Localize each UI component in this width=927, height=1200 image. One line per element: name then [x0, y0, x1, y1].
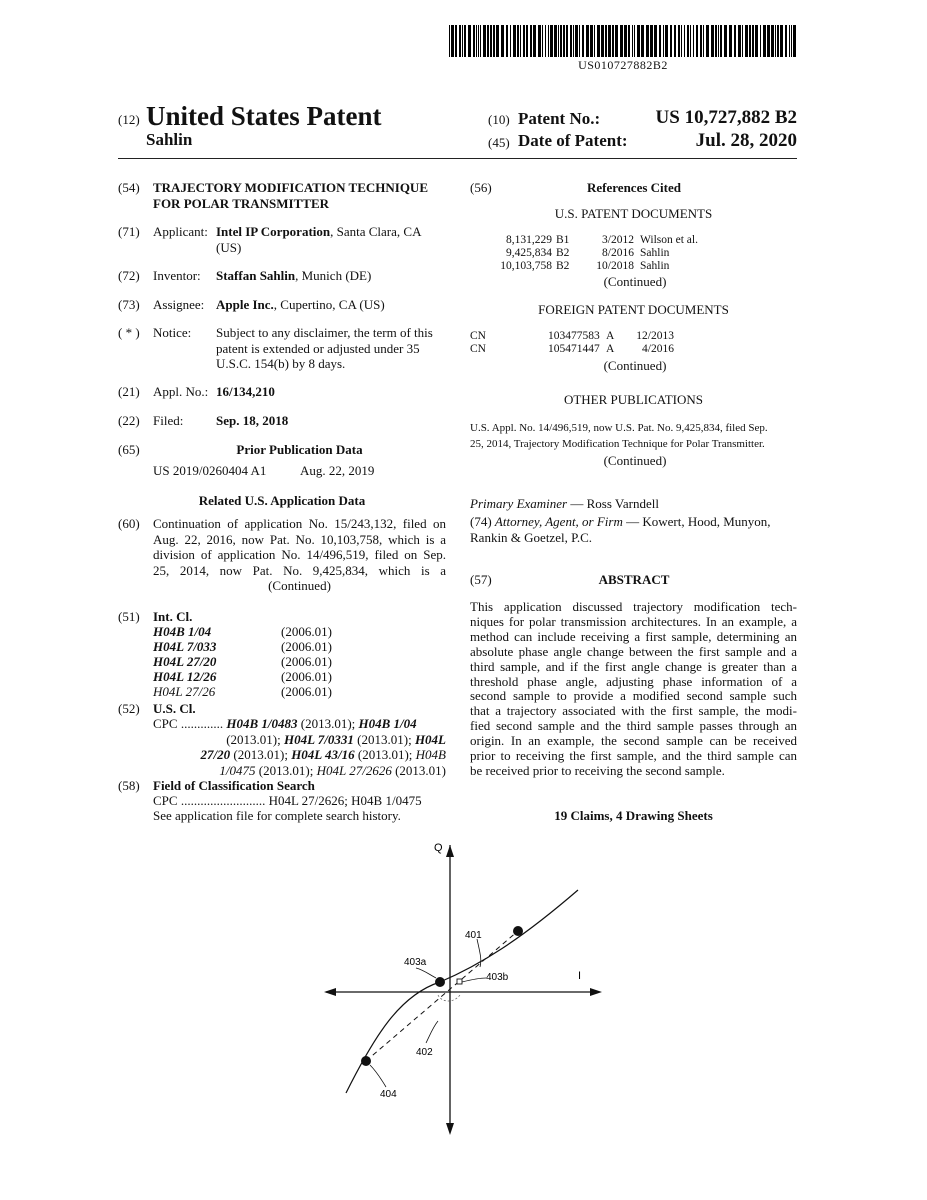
continuation-line: 25, 2014, now Pat. No. 9,425,834, which is a: [153, 562, 446, 578]
patent-number-value: US 10,727,882 B2: [655, 107, 797, 128]
barcode-bar: [579, 25, 580, 57]
applicant-value: [216, 224, 446, 255]
inventor-label: Inventor:: [153, 268, 201, 283]
barcode-bar: [490, 25, 492, 57]
foreign-doc-date: 12/2013: [636, 330, 674, 342]
us-doc-name: Wilson et al.: [640, 234, 698, 246]
cpc-date: (2013.01);: [300, 716, 356, 731]
barcode-bar: [620, 25, 623, 57]
abstract-line: origin. In an example, the second sample can be received: [470, 733, 797, 749]
continuation-text: [153, 516, 446, 594]
code-12: (12): [118, 112, 140, 127]
barcode-bar: [780, 25, 783, 57]
barcode-bar: [608, 25, 611, 57]
sample-point-first: [513, 926, 523, 936]
applicant-location: , Santa Clara, CA: [330, 224, 422, 239]
barcode-bar: [545, 25, 546, 57]
barcode-bar: [752, 25, 754, 57]
title-code: (54): [118, 180, 140, 195]
foreign-docs-heading: FOREIGN PATENT DOCUMENTS: [538, 302, 729, 317]
barcode-bar: [510, 25, 511, 57]
int-cl-code-value: H04B 1/04: [153, 624, 212, 639]
q-axis-label: Q: [434, 842, 443, 854]
barcode-bar: [575, 25, 578, 57]
attorney-code: (74): [470, 514, 492, 529]
barcode-bar: [487, 25, 489, 57]
barcode-bar: [558, 25, 559, 57]
barcode-bar: [573, 25, 574, 57]
invention-title-line: FOR POLAR TRANSMITTER: [153, 195, 330, 211]
barcode-bar: [681, 25, 682, 57]
int-cl-date: (2006.01): [281, 684, 332, 699]
sample-point-403b: [457, 979, 462, 984]
barcode-bar: [550, 25, 553, 57]
i-axis-arrow-right: [590, 988, 602, 996]
int-cl-code-value: H04L 7/033: [153, 639, 217, 654]
barcode-bar: [590, 25, 593, 57]
us-doc-number: 9,425,834: [506, 247, 552, 259]
int-cl-heading: Int. Cl.: [153, 609, 193, 624]
label-401: 401: [465, 930, 482, 941]
trajectory-402: [366, 931, 518, 1061]
barcode-bar: [706, 25, 709, 57]
barcode-bar: [670, 25, 672, 57]
cpc-code: H04L 27/2626: [316, 762, 392, 778]
appl-label: Appl. No.:: [153, 384, 209, 399]
appl-code: (21): [118, 384, 140, 399]
prior-pub-heading: Prior Publication Data: [236, 442, 363, 457]
abstract-line: be received prior to receiving the second sample.: [470, 762, 725, 778]
field-search-heading: Field of Classification Search: [153, 778, 315, 793]
cpc-dots: .............: [180, 716, 224, 731]
barcode-bar: [523, 25, 525, 57]
sample-point-403a: [435, 977, 445, 987]
barcode-bar: [729, 25, 732, 57]
notice-line: patent is extended or adjusted under 35: [216, 340, 420, 356]
attorney-label: Attorney, Agent, or Firm: [494, 514, 623, 529]
prior-pub-code: (65): [118, 442, 140, 457]
other-pubs-line: U.S. Appl. No. 14/496,519, now U.S. Pat. No. 9,425,834, filed Sep.: [470, 422, 768, 434]
int-cl-row: [153, 669, 332, 684]
barcode-bar: [480, 25, 481, 57]
notice-text: [216, 325, 446, 372]
barcode-bar: [687, 25, 689, 57]
barcode-bar: [586, 25, 589, 57]
barcode-bar: [674, 25, 676, 57]
barcode-bar: [791, 25, 792, 57]
barcode-bar: [624, 25, 627, 57]
continuation-line: Aug. 22, 2016, now Pat. No. 10,103,758, which is a: [153, 531, 446, 547]
barcode-bar: [560, 25, 562, 57]
cpc-date: (2013.01);: [226, 731, 281, 747]
barcode-bar: [775, 25, 776, 57]
int-cl-code-value: H04L 12/26: [153, 669, 217, 684]
notice-line: Subject to any disclaimer, the term of this: [216, 325, 433, 340]
related-data-heading: Related U.S. Application Data: [198, 493, 366, 508]
barcode-bar: [478, 25, 479, 57]
us-doc-kind: B2: [556, 247, 570, 259]
attorney: [470, 514, 797, 545]
barcode-bar: [763, 25, 766, 57]
filed-date: Sep. 18, 2018: [216, 413, 289, 428]
barcode-bar: [637, 25, 640, 57]
label-402: 402: [416, 1047, 433, 1058]
assignee-name: Apple Inc.: [216, 297, 274, 312]
q-axis-arrow-bottom: [446, 1123, 454, 1135]
filed-code: (22): [118, 413, 140, 428]
invention-title-line: TRAJECTORY MODIFICATION TECHNIQUE: [153, 180, 428, 195]
cpc-code: 27/20: [200, 747, 231, 762]
barcode-bar: [455, 25, 457, 57]
barcode-number: US010727882B2: [578, 58, 668, 72]
barcode-bar: [690, 25, 691, 57]
field-search-cpc: [153, 793, 446, 809]
barcode-bar: [720, 25, 722, 57]
foreign-doc-row: [470, 343, 674, 356]
attorney-line2: Rankin & Goetzel, P.C.: [470, 529, 593, 545]
barcode-bar: [582, 25, 584, 57]
abstract-line: niques for polar transmission architectures. In an example, a: [470, 613, 797, 629]
barcode-bar: [566, 25, 568, 57]
i-axis-label: I: [578, 970, 582, 982]
foreign-doc-country: CN: [470, 343, 486, 355]
us-docs-continued: (Continued): [603, 274, 667, 289]
barcode-bar: [760, 25, 761, 57]
label-403a: 403a: [404, 957, 427, 968]
barcode-bar: [734, 25, 736, 57]
assignee-code: (73): [118, 297, 140, 312]
barcode-bar: [464, 25, 466, 57]
date-of-patent-label: Date of Patent:: [518, 131, 628, 150]
barcode-bar: [501, 25, 504, 57]
barcode-bar: [533, 25, 536, 57]
barcode-bar: [693, 25, 694, 57]
barcode-bar: [612, 25, 614, 57]
invention-title: [153, 180, 453, 211]
barcode-bar: [473, 25, 475, 57]
abstract-line: fied second sample and the third sample passes through an: [470, 718, 797, 734]
cpc-label: CPC: [153, 716, 178, 731]
barcode-bar: [632, 25, 633, 57]
barcode-bar: [520, 25, 521, 57]
label-403b: 403b: [486, 972, 509, 983]
barcode-bar: [777, 25, 779, 57]
int-cl-date: (2006.01): [281, 624, 332, 639]
barcode-bar: [659, 25, 661, 57]
code-45: (45): [488, 135, 510, 150]
cpc-code: H04B 1/0483: [226, 716, 298, 731]
us-doc-name: Sahlin: [640, 260, 670, 272]
int-cl-date: (2006.01): [281, 639, 332, 654]
barcode-bar: [554, 25, 557, 57]
foreign-docs-continued: (Continued): [603, 358, 667, 373]
int-cl-table: [153, 624, 332, 699]
notice-label: Notice:: [153, 325, 192, 340]
angle-arc: [438, 995, 460, 1001]
barcode-bar: [594, 25, 595, 57]
barcode-bar: [517, 25, 519, 57]
barcode-bar: [570, 25, 572, 57]
us-doc-date: 8/2016: [602, 247, 634, 259]
applicant-name: Intel IP Corporation: [216, 224, 331, 239]
int-cl-code: (51): [118, 609, 140, 624]
leader-402: [426, 1021, 438, 1043]
us-doc-kind: B2: [556, 260, 570, 272]
barcode-bar: [700, 25, 702, 57]
barcode-bar: [789, 25, 790, 57]
other-pubs-text: [470, 420, 797, 452]
assignee-label: Assignee:: [153, 297, 205, 312]
cpc-code: H04B 1/04: [358, 716, 417, 731]
cpc-code: H04B: [415, 747, 446, 762]
primary-examiner: [470, 496, 659, 512]
int-cl-date: (2006.01): [281, 669, 332, 684]
barcode-bar: [793, 25, 796, 57]
foreign-doc-country: CN: [470, 330, 486, 342]
abstract-line: threshold phase angle, adjusting phase information of a: [470, 673, 797, 689]
filed-label: Filed:: [153, 413, 184, 428]
barcode-bar: [684, 25, 685, 57]
foreign-doc-number: 103477583: [548, 330, 600, 342]
barcode-bar: [563, 25, 565, 57]
barcode-bar: [601, 25, 604, 57]
abstract-line: second sample to provide a modified second sample such: [470, 688, 797, 704]
abstract-line: This application discussed trajectory modification tech-: [470, 599, 797, 614]
barcode-bar: [650, 25, 653, 57]
int-cl-code-value: H04L 27/26: [153, 684, 216, 699]
us-doc-date: 10/2018: [596, 260, 634, 272]
barcode-bar: [654, 25, 657, 57]
continuation-continued: (Continued): [268, 578, 331, 593]
field-search-code: (58): [118, 778, 140, 793]
field-search-note: See application file for complete search history.: [153, 808, 401, 823]
abstract-line: that a trajectory associated with the first sample, the modi-: [470, 703, 797, 719]
inventor-value: [216, 268, 371, 284]
cpc-date: (2013.01);: [233, 747, 288, 762]
field-cpc-value: H04L 27/2626; H04B 1/0475: [268, 793, 422, 808]
barcode-bar: [711, 25, 714, 57]
int-cl-code-value: H04L 27/20: [153, 654, 217, 669]
cpc-code: H04L: [414, 731, 446, 747]
barcode-bar: [678, 25, 680, 57]
refs-heading: References Cited: [587, 180, 681, 195]
barcode-bar: [771, 25, 774, 57]
foreign-doc-kind: A: [606, 330, 615, 342]
other-pubs-heading: OTHER PUBLICATIONS: [563, 392, 704, 407]
us-doc-number: 8,131,229: [506, 234, 552, 246]
barcode-bar: [462, 25, 463, 57]
barcode-bar: [483, 25, 486, 57]
us-docs-table: [490, 234, 698, 273]
us-doc-row: [490, 260, 698, 273]
abstract-line: method can include receiving a first sample, determining an: [470, 628, 797, 644]
cpc-code: 1/0475: [219, 762, 256, 778]
barcode-bar: [785, 25, 787, 57]
barcode-bar: [449, 25, 450, 57]
i-axis-arrow-left: [324, 988, 336, 996]
cpc-date: (2013.01);: [357, 731, 412, 747]
int-cl-row: [153, 654, 332, 669]
leader-404: [370, 1065, 386, 1087]
barcode-bar: [538, 25, 541, 57]
us-cl-code: (52): [118, 701, 140, 716]
code-10: (10): [488, 112, 510, 127]
assignee-value: [216, 297, 385, 313]
other-pubs-continued: (Continued): [603, 453, 667, 468]
applicant-location-line2: (US): [216, 239, 242, 255]
foreign-doc-kind: A: [606, 343, 615, 355]
attorney-line1: — Kowert, Hood, Munyon,: [626, 514, 771, 529]
barcode-bar: [526, 25, 528, 57]
us-docs-heading: U.S. PATENT DOCUMENTS: [554, 206, 713, 221]
leader-403a: [416, 968, 436, 978]
barcode-bar: [665, 25, 668, 57]
barcode-bar: [459, 25, 461, 57]
foreign-doc-row: [470, 330, 674, 343]
us-doc-number: 10,103,758: [500, 260, 552, 272]
abstract-heading: ABSTRACT: [598, 572, 670, 587]
cpc-code: H04L 43/16: [291, 747, 355, 762]
barcode-bar: [542, 25, 543, 57]
us-doc-kind: B1: [556, 234, 570, 246]
continuation-line: division of application No. 14/496,519, filed on Sep.: [153, 547, 446, 562]
abstract-line: prior to receiving the first sample, and the third sample can: [470, 748, 797, 764]
cpc-date: (2013.01);: [357, 747, 413, 762]
continuation-line: Continuation of application No. 15/243,132, filed on: [153, 516, 446, 531]
patent-number-label: Patent No.:: [518, 109, 601, 128]
cpc-date: (2013.01): [395, 762, 446, 778]
other-pubs-line: 25, 2014, Trajectory Modification Technique for Polar Transmitter.: [470, 438, 765, 450]
barcode-bar: [742, 25, 743, 57]
header-rule: [118, 158, 797, 159]
us-doc-name: Sahlin: [640, 247, 670, 259]
examiner-name: — Ross Varndell: [570, 496, 659, 511]
barcode-bar: [634, 25, 635, 57]
us-doc-row: [490, 247, 698, 260]
applicant-label: Applicant:: [153, 224, 208, 239]
barcode-bar: [530, 25, 532, 57]
int-cl-row: [153, 624, 332, 639]
notice-code: ( * ): [118, 325, 140, 340]
prior-pub-number: US 2019/0260404 A1: [153, 463, 267, 478]
barcode-bar: [493, 25, 495, 57]
barcode-bar: [628, 25, 630, 57]
us-doc-row: [490, 234, 698, 247]
claims-count: 19 Claims, 4 Drawing Sheets: [554, 808, 713, 823]
continuation-code: (60): [118, 516, 140, 531]
cpc-code: H04L 7/0331: [283, 731, 354, 747]
barcode-bar: [548, 25, 549, 57]
barcode-bar: [605, 25, 607, 57]
barcode-bar: [451, 25, 454, 57]
barcode-bar: [696, 25, 698, 57]
inventor-location: , Munich (DE): [295, 268, 372, 283]
us-cl-heading: U.S. Cl.: [153, 701, 196, 716]
notice-line: U.S.C. 154(b) by 8 days.: [216, 356, 346, 371]
abstract-line: absolute phase angle change between the first sample and a: [470, 643, 797, 659]
int-cl-row: [153, 639, 332, 654]
foreign-doc-number: 105471447: [548, 343, 600, 355]
us-cl-cpc: [153, 716, 446, 778]
inventor-name: Staffan Sahlin: [216, 268, 296, 283]
barcode-bar: [745, 25, 748, 57]
label-404: 404: [380, 1089, 397, 1100]
barcode-bar: [767, 25, 770, 57]
barcode-bar: [641, 25, 644, 57]
barcode-bar: [513, 25, 516, 57]
barcode-bar: [718, 25, 719, 57]
barcode-bar: [738, 25, 741, 57]
barcode-bar: [724, 25, 727, 57]
inventor-short-name: Sahlin: [146, 130, 193, 149]
foreign-docs-table: [470, 330, 674, 356]
barcode-bar: [468, 25, 471, 57]
sample-point-404: [361, 1056, 371, 1066]
assignee-location: , Cupertino, CA (US): [273, 297, 385, 312]
barcode-bar: [597, 25, 600, 57]
date-of-patent-value: Jul. 28, 2020: [695, 130, 797, 151]
barcode-bar: [703, 25, 704, 57]
inventor-code: (72): [118, 268, 140, 283]
representative-figure: [320, 835, 610, 1140]
barcode-bar: [615, 25, 618, 57]
cpc-date: (2013.01);: [258, 762, 314, 778]
int-cl-row: [153, 684, 332, 699]
barcode-bar: [749, 25, 751, 57]
barcode-bar: [755, 25, 758, 57]
int-cl-date: (2006.01): [281, 654, 332, 669]
us-doc-date: 3/2012: [602, 234, 634, 246]
leader-403b: [462, 978, 486, 982]
barcode-bar: [663, 25, 664, 57]
field-cpc-dots: ..........................: [180, 793, 266, 808]
barcode-bar: [496, 25, 499, 57]
abstract-line: third sample, and if the first angle change is greater than a: [470, 658, 797, 674]
barcode: [449, 25, 797, 57]
examiner-label: Primary Examiner: [470, 496, 568, 511]
applicant-code: (71): [118, 224, 140, 239]
foreign-doc-date: 4/2016: [642, 343, 674, 355]
abstract-code: (57): [470, 572, 492, 587]
document-type-title: United States Patent: [146, 101, 382, 131]
barcode-bar: [715, 25, 717, 57]
q-axis-arrow-top: [446, 845, 454, 857]
barcode-bar: [476, 25, 477, 57]
refs-code: (56): [470, 180, 492, 195]
abstract-text: [470, 600, 797, 779]
field-cpc-label: CPC: [153, 793, 178, 808]
prior-pub-date: Aug. 22, 2019: [300, 463, 375, 478]
appl-number: 16/134,210: [216, 384, 275, 399]
barcode-bar: [506, 25, 508, 57]
barcode-bar: [646, 25, 649, 57]
